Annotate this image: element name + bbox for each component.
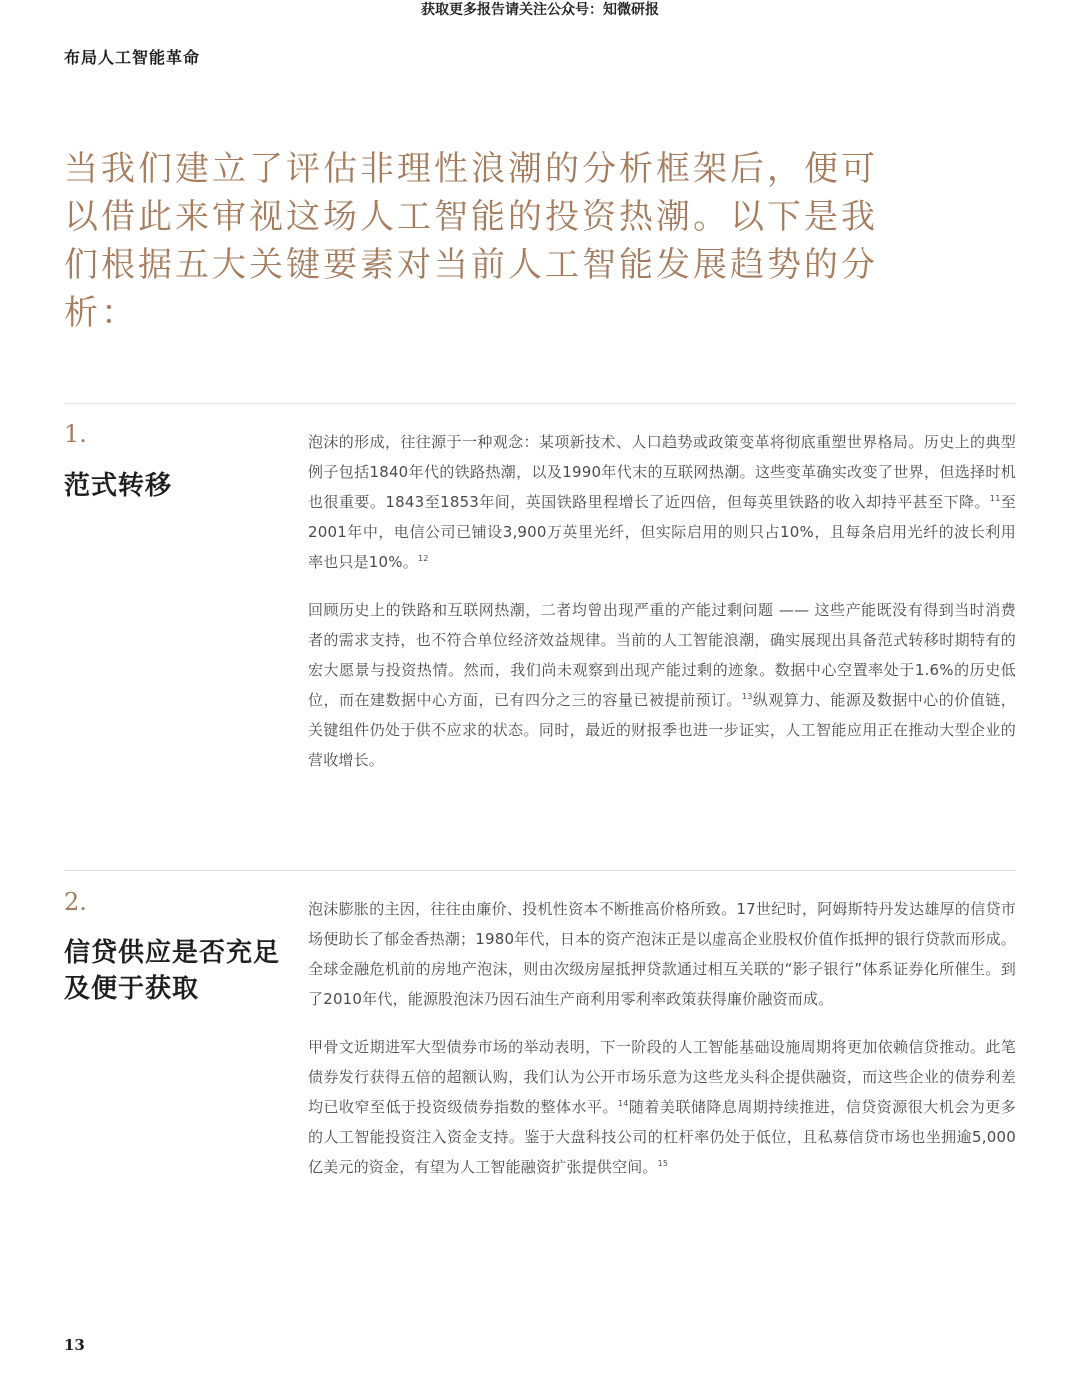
paragraph-text: 随着美联储降息周期持续推进，信贷资源很大机会为更多的人工智能投资注入资金支持。鉴于大盘科技公司的杠杆率仍处于低位，且私募信贷市场也坐拥逾5,000亿美元的资金，有望为人工智能融资扩张提供空间。 xyxy=(308,1098,1016,1176)
footnote-ref: 13 xyxy=(741,692,753,701)
paragraph-text: 回顾历史上的铁路和互联网热潮，二者均曾出现严重的产能过剩问题 —— 这些产能既没有得到当时消费者的需求支持，也不符合单位经济效益规律。当前的人工智能浪潮，确实展现出具备范式转移时期特有的宏大愿景与投资热情。然而，我们尚未观察到出现产能过剩的迹象。数据中心空置率处于1.6%的历史低位，而在建数据中心方面，已有四分之三的容量已被提前预订。 xyxy=(308,601,1016,709)
body-paragraph xyxy=(308,894,1016,1014)
section-body xyxy=(308,427,1016,793)
footnote-ref: 12 xyxy=(417,554,429,563)
section-number: 2. xyxy=(64,888,87,916)
paragraph-text: 泡沫的形成，往往源于一种观念：某项新技术、人口趋势或政策变革将彻底重塑世界格局。历史上的典型例子包括1840年代的铁路热潮，以及1990年代末的互联网热潮。这些变革确实改变了世界，但选择时机也很重要。1843至1853年间，英国铁路里程增长了近四倍，但每英里铁路的收入却持平甚至下降。 xyxy=(308,433,1016,511)
section-divider xyxy=(64,403,1016,404)
running-head: 布局人工智能革命 xyxy=(64,48,201,67)
body-paragraph xyxy=(308,427,1016,577)
paragraph-text: 甲骨文近期进军大型债券市场的举动表明，下一阶段的人工智能基础设施周期将更加依赖信贷推动。此笔债券发行获得五倍的超额认购，我们认为公开市场乐意为这些龙头科企提供融资，而这些企业的债券利差均已收窄至低于投资级债券指数的整体水平。 xyxy=(308,1038,1016,1116)
footnote-ref: 15 xyxy=(657,1159,669,1168)
intro-statement: 当我们建立了评估非理性浪潮的分析框架后，便可以借此来审视这场人工智能的投资热潮。以下是我们根据五大关键要素对当前人工智能发展趋势的分析： xyxy=(64,149,878,333)
section-heading: 范式转移 xyxy=(64,471,173,501)
footnote-ref: 14 xyxy=(617,1099,629,1108)
page-number: 13 xyxy=(64,1336,85,1354)
section-heading: 信贷供应是否充足及便于获取 xyxy=(64,938,281,1004)
paragraph-text: 泡沫膨胀的主因，往往由廉价、投机性资本不断推高价格所致。17世纪时，阿姆斯特丹发达雄厚的信贷市场便助长了郁金香热潮；1980年代，日本的资产泡沫正是以虚高企业股权价值作抵押的银行贷款而形成。全球金融危机前的房地产泡沫，则由次级房屋抵押贷款通过相互关联的“影子银行”体系证券化所催生。到了2010年代，能源股泡沫乃因石油生产商利用零利率政策获得廉价融资而成。 xyxy=(308,900,1016,1008)
watermark-banner: 获取更多报告请关注公众号：知微研报 xyxy=(421,2,659,18)
section-number: 1. xyxy=(64,420,87,448)
section-divider xyxy=(64,870,1016,871)
body-paragraph xyxy=(308,1032,1016,1182)
paragraph-text: 纵观算力、能源及数据中心的价值链，关键组件仍处于供不应求的状态。同时，最近的财报季也进一步证实，人工智能应用正在推动大型企业的营收增长。 xyxy=(308,691,1016,769)
paragraph-text: 至2001年中，电信公司已铺设3,900万英里光纤，但实际启用的则只占10%，且每条启用光纤的波长利用率也只是10%。 xyxy=(308,493,1016,571)
section-body xyxy=(308,894,1016,1200)
footnote-ref: 11 xyxy=(989,494,1001,503)
body-paragraph xyxy=(308,595,1016,775)
